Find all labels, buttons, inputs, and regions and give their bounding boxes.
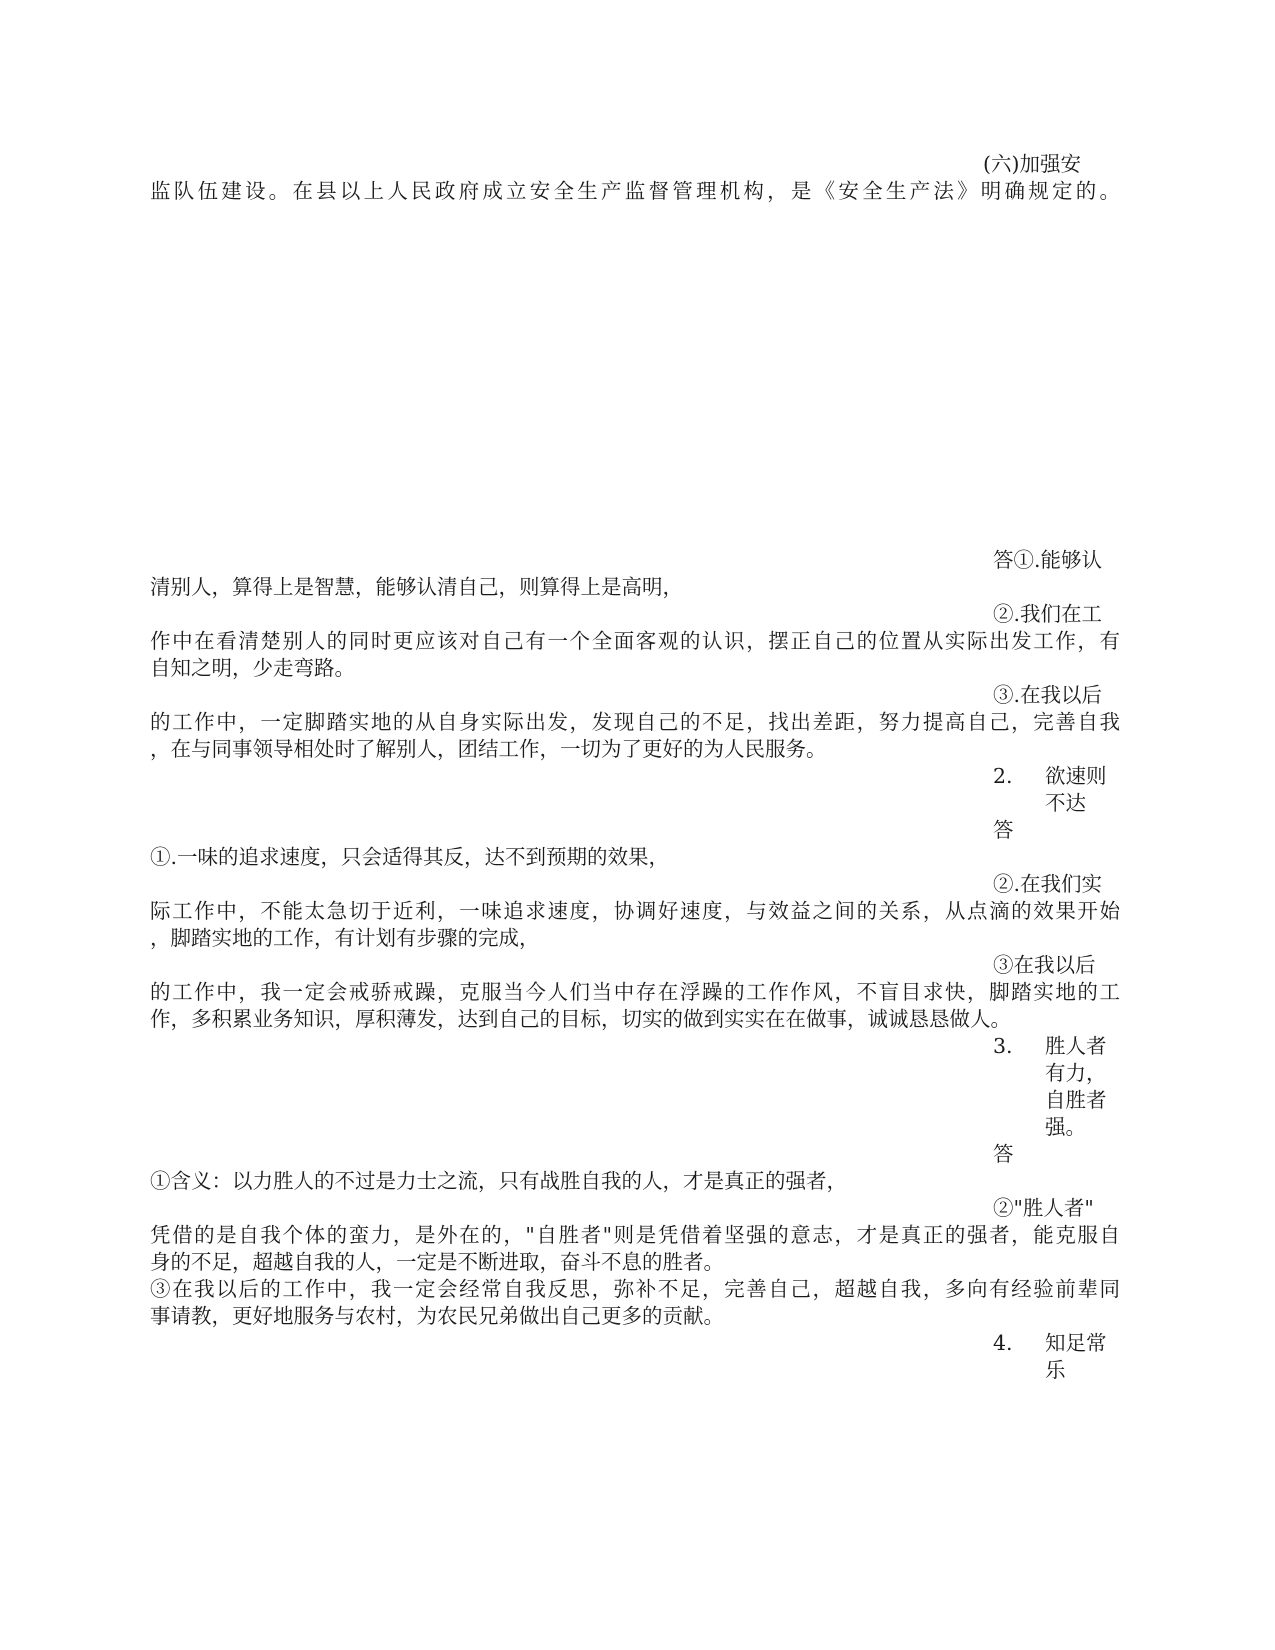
answer-2-point-2-start: ②.在我们实: [993, 872, 1103, 896]
item-4-number: 4.: [993, 1331, 1013, 1355]
answer-2-point-3-start: ③在我以后: [993, 953, 1096, 977]
item-4-title: 乐: [1045, 1358, 1066, 1382]
paragraph-line: 清别人，算得上是智慧，能够认清自己，则算得上是高明，: [150, 575, 683, 599]
paragraph-line: 监队伍建设。在县以上人民政府成立安全生产监督管理机构，是《安全生产法》明确规定的。: [150, 179, 1120, 203]
item-2-number: 2.: [993, 764, 1013, 788]
item-3-title: 自胜者: [1045, 1088, 1107, 1112]
paragraph-line: 际工作中，不能太急切于近利，一味追求速度，协调好速度，与效益之间的关系，从点滴的效果开始: [150, 899, 1120, 923]
item-3-title: 胜人者: [1045, 1034, 1107, 1058]
item-2-title: 欲速则: [1045, 764, 1107, 788]
paragraph-line: 的工作中，一定脚踏实地的从自身实际出发，发现自己的不足，找出差距，努力提高自己，完善自我: [150, 710, 1120, 734]
answer-label: 答: [993, 818, 1014, 842]
paragraph-line: ，脚踏实地的工作，有计划有步骤的完成，: [150, 926, 540, 950]
answer-1-point-2-start: ②.我们在工: [993, 602, 1103, 626]
answer-1-point-1-start: 答①.能够认: [993, 548, 1103, 572]
paragraph-line: ③在我以后的工作中，我一定会经常自我反思，弥补不足，完善自己，超越自我，多向有经验前辈同: [150, 1277, 1120, 1301]
answer-1-point-3-start: ③.在我以后: [993, 683, 1103, 707]
paragraph-line: ①.一味的追求速度，只会适得其反，达不到预期的效果，: [150, 845, 670, 869]
item-3-title: 有力，: [1045, 1061, 1107, 1085]
paragraph-line: ，在与同事领导相处时了解别人，团结工作，一切为了更好的为人民服务。: [150, 737, 827, 761]
paragraph-line: 作，多积累业务知识，厚积薄发，达到自己的目标，切实的做到实实在在做事，诚诚恳恳做人。: [150, 1007, 1011, 1031]
section-6-heading: (六)加强安: [983, 152, 1081, 176]
paragraph-line: 身的不足，超越自我的人，一定是不断进取，奋斗不息的胜者。: [150, 1250, 724, 1274]
item-3-number: 3.: [993, 1034, 1013, 1058]
paragraph-line: 的工作中，我一定会戒骄戒躁，克服当今人们当中存在浮躁的工作作风，不盲目求快，脚踏实地的工: [150, 980, 1120, 1004]
paragraph-line: 自知之明，少走弯路。: [150, 656, 355, 680]
item-2-title: 不达: [1045, 791, 1086, 815]
paragraph-line: 作中在看清楚别人的同时更应该对自己有一个全面客观的认识，摆正自己的位置从实际出发工作，有: [150, 629, 1120, 653]
item-4-title: 知足常: [1045, 1331, 1107, 1355]
answer-3-point-2-start: ②"胜人者": [993, 1196, 1094, 1220]
item-3-title: 强。: [1045, 1115, 1086, 1139]
answer-label: 答: [993, 1142, 1014, 1166]
paragraph-line: 事请教，更好地服务与农村，为农民兄弟做出自己更多的贡献。: [150, 1304, 724, 1328]
paragraph-line: 凭借的是自我个体的蛮力，是外在的，"自胜者"则是凭借着坚强的意志，才是真正的强者，能克服自: [150, 1223, 1120, 1247]
paragraph-line: ①含义：以力胜人的不过是力士之流，只有战胜自我的人，才是真正的强者，: [150, 1169, 847, 1193]
